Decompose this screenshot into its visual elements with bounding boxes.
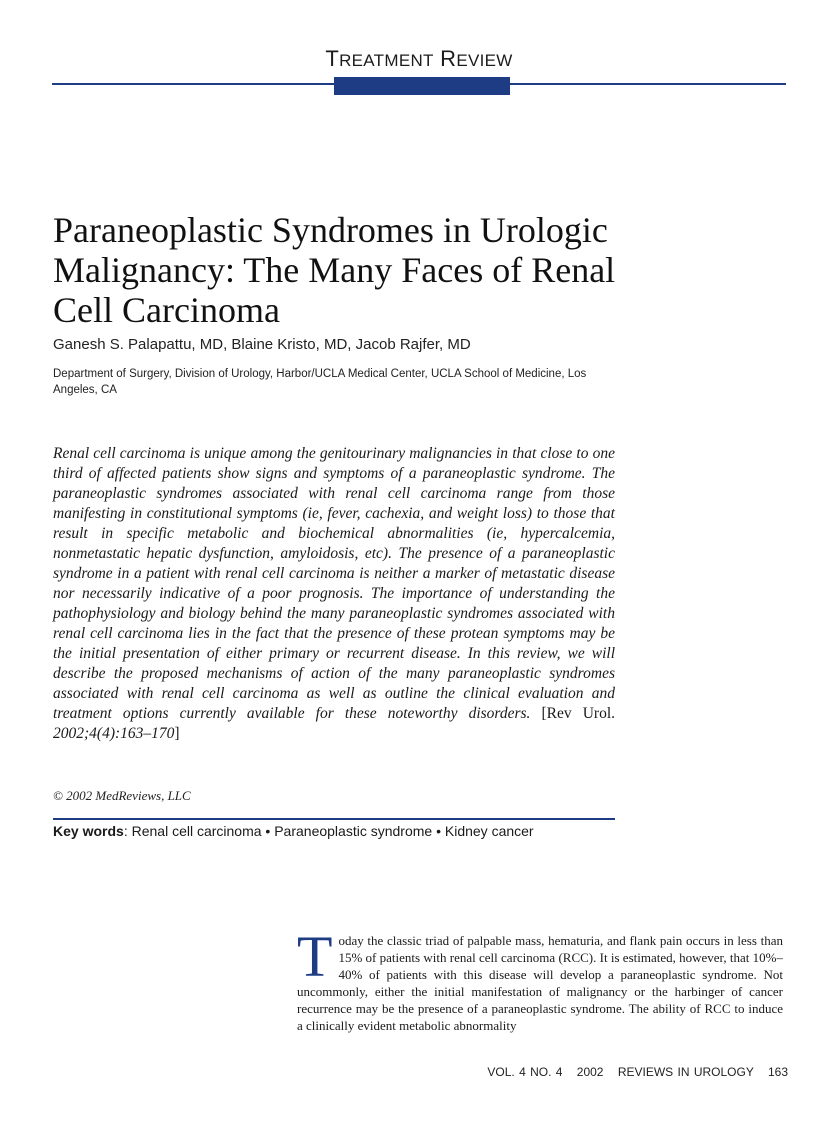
footer-page-number: 163 (767, 1065, 788, 1079)
section-header (0, 46, 838, 72)
page-footer (477, 1065, 788, 1079)
abstract (53, 444, 615, 744)
footer-journal: REVIEWS IN UROLOGY (617, 1065, 754, 1079)
article-title: Paraneoplastic Syndromes in Urologic Malignancy: The Many Faces of Renal Cell Carcinoma (53, 210, 616, 330)
article-affiliation: Department of Surgery, Division of Urology, Harbor/UCLA Medical Center, UCLA School of Medicine, Los Angeles, CA (53, 368, 587, 396)
copyright: © 2002 MedReviews, LLC (53, 788, 191, 803)
body-paragraph (297, 924, 783, 1034)
header-accent-bar (334, 77, 510, 95)
footer-volume: VOL. 4 NO. 4 (487, 1065, 563, 1079)
section-header-cap-2: R (440, 46, 457, 71)
section-header-rest-2: EVIEW (456, 51, 513, 70)
citation-detail: 2002;4(4):163–170 (53, 725, 175, 742)
keywords-label: Key words (53, 823, 124, 839)
body-text: oday the classic triad of palpable mass, hematuria, and flank pain occurs in less than 15% of patients with renal cell carcinoma (RCC). It is estimated, however, that 10%–40% of patients with this disease will develop a paraneoplastic syndrome. Not uncommonly, either the initial manifestation of malignancy or the harbinger of cancer recurrence may be the presence of a paraneoplastic syndrome. The ability of RCC to induce a clinically evident metabolic abnormality (297, 933, 783, 1033)
article-authors: Ganesh S. Palapattu, MD, Blaine Kristo, MD, Jacob Rajfer, MD (53, 336, 471, 353)
section-header-cap-1: T (325, 46, 340, 71)
keywords-line: Key words: Renal cell carcinoma • Paraneoplastic syndrome • Kidney cancer (53, 823, 534, 839)
drop-cap: T (297, 924, 333, 989)
abstract-text: Renal cell carcinoma is unique among the genitourinary malignancies in that close to one third of affected patients show signs and symptoms of a paraneoplastic syndrome. The paraneoplastic syndromes associated with renal cell carcinoma range from those manifesting in constitutional symptoms (ie, fever, cachexia, and weight loss) to those that result in specific metabolic and biochemical abnormalities (ie, hypercalcemia, nonmetastatic hepatic dysfunction, amyloidosis, etc). The presence of a paraneoplastic syndrome in a patient with renal cell carcinoma is neither a marker of metastatic disease nor necessarily indicative of a poor prognosis. The importance of understanding the pathophysiology and biology behind the many paraneoplastic syndromes associated with renal cell carcinoma lies in the fact that the presence of these protean symptoms may be the initial presentation of either primary or recurrent disease. In this review, we will describe the proposed mechanisms of action of the many paraneoplastic syndromes associated with renal cell carcinoma as well as outline the clinical evaluation and treatment options currently available for these noteworthy disorders. (53, 445, 615, 722)
keywords-rule (53, 818, 615, 820)
citation-open: [Rev Urol. (541, 705, 616, 722)
section-header-rest-1: REATMENT (339, 51, 434, 70)
citation-close: ] (174, 725, 180, 742)
keywords-list: Renal cell carcinoma • Paraneoplastic syndrome • Kidney cancer (131, 823, 534, 839)
footer-year: 2002 (576, 1065, 604, 1079)
